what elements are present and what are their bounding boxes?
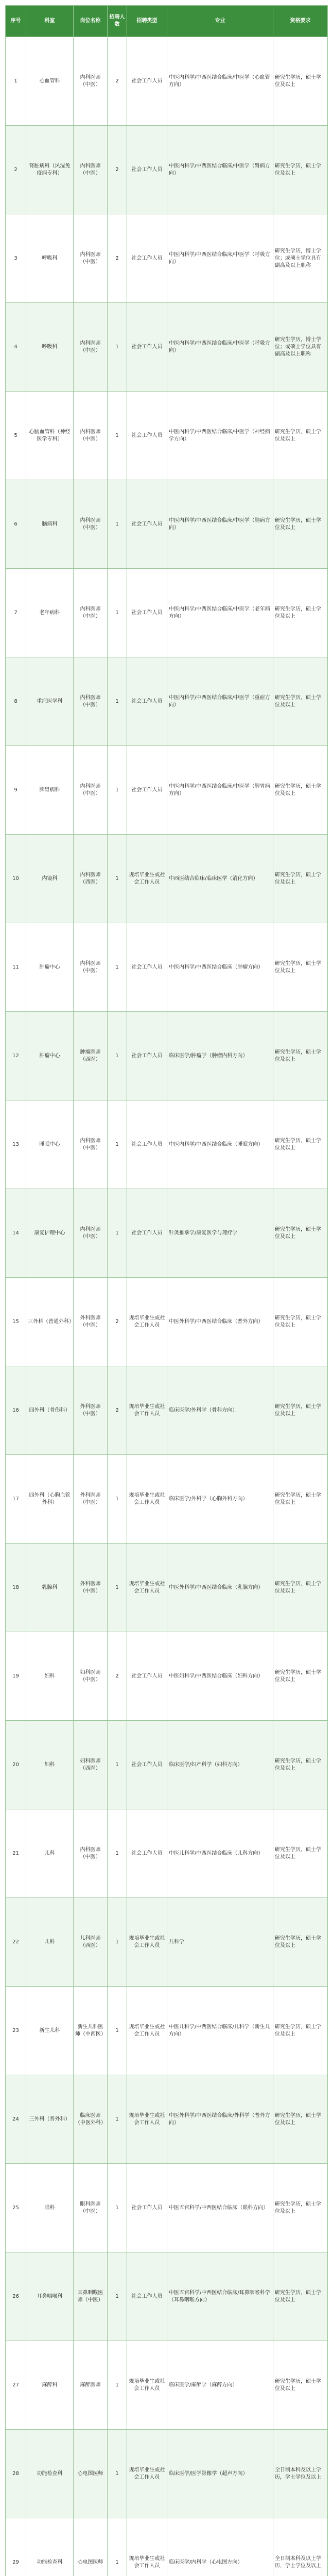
row-number: 2 — [6, 126, 26, 214]
major-cell: 中医内科学/中西医结合临床/中医学（呼吸方向） — [167, 214, 273, 303]
major-cell: 临床医学/外科学（骨科方向） — [167, 1366, 273, 1455]
department-cell: 功能检查科 — [26, 2518, 74, 2576]
department-cell: 脾胃病科 — [26, 746, 74, 835]
post-cell: 外科医师（中医） — [74, 1455, 108, 1544]
row-number: 6 — [6, 480, 26, 569]
department-cell: 内镜科 — [26, 835, 74, 923]
table-row — [6, 2430, 328, 2518]
major-cell: 中医内科学/中西医结合临床/中医学（脑病方向） — [167, 480, 273, 569]
count-cell: 1 — [108, 303, 127, 392]
requirement-cell: 研究生学历，硕士学位及以上 — [273, 2341, 328, 2430]
row-number: 19 — [6, 1632, 26, 1721]
type-cell: 社会工作人员 — [127, 1100, 167, 1189]
type-cell: 社会工作人员 — [127, 303, 167, 392]
major-cell: 中医内科学/中西医结合临床（肿瘤方向） — [167, 923, 273, 1012]
post-cell: 内科医师（中医） — [74, 392, 108, 480]
requirement-cell: 研究生学历，硕士学位及以上 — [273, 1012, 328, 1100]
department-cell: 呼吸科 — [26, 303, 74, 392]
department-cell: 儿科 — [26, 1898, 74, 1987]
major-cell: 临床医学/外科学（心胸外科方向） — [167, 1455, 273, 1544]
type-cell: 规培毕业生或社会工作人员 — [127, 2518, 167, 2576]
row-number: 20 — [6, 1721, 26, 1809]
header-type: 招聘类型 — [127, 6, 167, 37]
row-number: 4 — [6, 303, 26, 392]
type-cell: 规培毕业生或社会工作人员 — [127, 2341, 167, 2430]
type-cell: 社会工作人员 — [127, 1189, 167, 1278]
major-cell: 临床医学/肿瘤学（肿瘤内科方向） — [167, 1012, 273, 1100]
type-cell: 规培毕业生或社会工作人员 — [127, 1987, 167, 2075]
requirement-cell: 研究生学历，硕士学位及以上 — [273, 1987, 328, 2075]
post-cell: 内科医师（中医） — [74, 1809, 108, 1898]
requirement-cell: 研究生学历，硕士学位及以上 — [273, 1898, 328, 1987]
department-cell: 重症医学科 — [26, 657, 74, 746]
row-number: 26 — [6, 2252, 26, 2341]
row-number: 25 — [6, 2164, 26, 2252]
table-row — [6, 657, 328, 746]
requirement-cell: 研究生学历，硕士学位及以上 — [273, 1278, 328, 1366]
table-row — [6, 923, 328, 1012]
post-cell: 儿科医师（西医） — [74, 1898, 108, 1987]
row-number: 14 — [6, 1189, 26, 1278]
requirement-cell: 研究生学历，硕士学位及以上 — [273, 923, 328, 1012]
row-number: 21 — [6, 1809, 26, 1898]
type-cell: 社会工作人员 — [127, 923, 167, 1012]
post-cell: 外科医师（中医） — [74, 1544, 108, 1632]
department-cell: 妇科 — [26, 1721, 74, 1809]
requirement-cell: 研究生学历，硕士学位及以上 — [273, 2075, 328, 2164]
table-row — [6, 1632, 328, 1721]
post-cell: 外科医师（中医） — [74, 1278, 108, 1366]
post-cell: 麻醉医师 — [74, 2341, 108, 2430]
post-cell: 内科医师（中医） — [74, 657, 108, 746]
table-row — [6, 2252, 328, 2341]
header-number: 序号 — [6, 6, 26, 37]
department-cell: 耳鼻咽喉科 — [26, 2252, 74, 2341]
post-cell: 内科医师（中医） — [74, 480, 108, 569]
requirement-cell: 研究生学历，硕士学位及以上 — [273, 569, 328, 657]
requirement-cell: 研究生学历，硕士学位及以上 — [273, 1189, 328, 1278]
department-cell: 麻醉科 — [26, 2341, 74, 2430]
type-cell: 规培毕业生或社会工作人员 — [127, 2075, 167, 2164]
table-row — [6, 2164, 328, 2252]
major-cell: 临床医学/麻醉学（麻醉方向） — [167, 2341, 273, 2430]
department-cell: 肿瘤中心 — [26, 1012, 74, 1100]
major-cell: 临床医学/妇产科学（妇科方向） — [167, 1721, 273, 1809]
major-cell: 中医内科学/中西医结合临床/中医学（神经病学方向） — [167, 392, 273, 480]
post-cell: 内科医师（中医） — [74, 569, 108, 657]
requirement-cell: 研究生学历，硕士学位及以上 — [273, 1632, 328, 1721]
table-row — [6, 37, 328, 126]
count-cell: 1 — [108, 1809, 127, 1898]
table-row — [6, 1455, 328, 1544]
major-cell: 中医外科学/中西医结合临床（普外方向） — [167, 1278, 273, 1366]
count-cell: 1 — [108, 923, 127, 1012]
type-cell: 规培毕业生或社会工作人员 — [127, 1544, 167, 1632]
post-cell: 肿瘤医师（西医） — [74, 1012, 108, 1100]
row-number: 8 — [6, 657, 26, 746]
row-number: 12 — [6, 1012, 26, 1100]
table-row — [6, 2341, 328, 2430]
count-cell: 1 — [108, 1455, 127, 1544]
table-row — [6, 1189, 328, 1278]
table-row — [6, 1366, 328, 1455]
requirement-cell: 研究生学历，硕士学位及以上 — [273, 1100, 328, 1189]
table-body — [6, 37, 328, 2576]
count-cell: 1 — [108, 1987, 127, 2075]
count-cell: 2 — [108, 1278, 127, 1366]
post-cell: 妇科医师（西医） — [74, 1721, 108, 1809]
department-cell: 脑病科 — [26, 480, 74, 569]
post-cell: 妇科医师（中医） — [74, 1632, 108, 1721]
requirement-cell: 研究生学历，硕士学位及以上 — [273, 392, 328, 480]
department-cell: 儿科 — [26, 1809, 74, 1898]
department-cell: 眼科 — [26, 2164, 74, 2252]
department-cell: 四外科（心胸血管外科） — [26, 1455, 74, 1544]
requirement-cell: 研究生学历，硕士学位及以上 — [273, 835, 328, 923]
table-row — [6, 1809, 328, 1898]
type-cell: 规培毕业生或社会工作人员 — [127, 2430, 167, 2518]
department-cell: 老年病科 — [26, 569, 74, 657]
department-cell: 新生儿科 — [26, 1987, 74, 2075]
post-cell: 临床医师（中医外科） — [74, 2075, 108, 2164]
department-cell: 呼吸科 — [26, 214, 74, 303]
table-header — [6, 6, 328, 37]
type-cell: 社会工作人员 — [127, 37, 167, 126]
major-cell: 中医内科学/中西医结合临床/中医学（心血管方向） — [167, 37, 273, 126]
row-number: 22 — [6, 1898, 26, 1987]
table-row — [6, 480, 328, 569]
row-number: 1 — [6, 37, 26, 126]
count-cell: 2 — [108, 37, 127, 126]
table-row — [6, 2518, 328, 2576]
post-cell: 内科医师（中医） — [74, 37, 108, 126]
table-row — [6, 126, 328, 214]
major-cell: 中西医结合临床/临床医学（消化方向） — [167, 835, 273, 923]
post-cell: 心电图医师 — [74, 2430, 108, 2518]
type-cell: 社会工作人员 — [127, 657, 167, 746]
type-cell: 规培毕业生或社会工作人员 — [127, 835, 167, 923]
type-cell: 社会工作人员 — [127, 569, 167, 657]
row-number: 3 — [6, 214, 26, 303]
table-row — [6, 392, 328, 480]
major-cell: 中医内科学/中西医结合临床/中医学（呼吸方向） — [167, 303, 273, 392]
major-cell: 中医内科学/中西医结合临床/中医学（脾胃病方向） — [167, 746, 273, 835]
table-row — [6, 214, 328, 303]
count-cell: 1 — [108, 2075, 127, 2164]
count-cell: 2 — [108, 1366, 127, 1455]
major-cell: 针灸推拿学/康复医学与理疗学 — [167, 1189, 273, 1278]
header-requirement: 资格要求 — [273, 6, 328, 37]
row-number: 18 — [6, 1544, 26, 1632]
requirement-cell: 研究生学历，硕士学位及以上 — [273, 1366, 328, 1455]
row-number: 17 — [6, 1455, 26, 1544]
table-row — [6, 1012, 328, 1100]
major-cell: 中医内科学/中西医结合临床/中医学（老年病方向） — [167, 569, 273, 657]
row-number: 9 — [6, 746, 26, 835]
type-cell: 社会工作人员 — [127, 1012, 167, 1100]
type-cell: 社会工作人员 — [127, 480, 167, 569]
header-post: 岗位名称 — [74, 6, 108, 37]
requirement-cell: 研究生学历，硕士学位及以上 — [273, 480, 328, 569]
requirement-cell: 全日制本科及以上学历，学士学位及以上 — [273, 2518, 328, 2576]
type-cell: 社会工作人员 — [127, 1632, 167, 1721]
requirement-cell: 研究生学历，硕士学位及以上 — [273, 746, 328, 835]
table-row — [6, 2075, 328, 2164]
department-cell: 妇科 — [26, 1632, 74, 1721]
post-cell: 内科医师（中医） — [74, 1100, 108, 1189]
row-number: 23 — [6, 1987, 26, 2075]
row-number: 28 — [6, 2430, 26, 2518]
post-cell: 眼科医师（中医） — [74, 2164, 108, 2252]
row-number: 29 — [6, 2518, 26, 2576]
major-cell: 中医妇科学/中西医结合临床（妇科方向） — [167, 1632, 273, 1721]
requirement-cell: 研究生学历，硕士学位及以上 — [273, 37, 328, 126]
table-row — [6, 1544, 328, 1632]
count-cell: 1 — [108, 2341, 127, 2430]
type-cell: 社会工作人员 — [127, 2164, 167, 2252]
department-cell: 心血管科 — [26, 37, 74, 126]
count-cell: 1 — [108, 657, 127, 746]
requirement-cell: 研究生学历，硕士学位及以上 — [273, 2252, 328, 2341]
department-cell: 肾脏病科（风湿免疫病专科） — [26, 126, 74, 214]
requirement-cell: 研究生学历，博士学位；或硕士学位具有副高及以上职称 — [273, 303, 328, 392]
type-cell: 社会工作人员 — [127, 1721, 167, 1809]
type-cell: 社会工作人员 — [127, 126, 167, 214]
post-cell: 内科医师（中医） — [74, 1189, 108, 1278]
post-cell: 心电图医师 — [74, 2518, 108, 2576]
post-cell: 内科医师（中医） — [74, 126, 108, 214]
department-cell: 三外科（普通外科） — [26, 1278, 74, 1366]
major-cell: 中医五官科学/中西医结合临床（眼科方向） — [167, 2164, 273, 2252]
post-cell: 耳鼻咽喉医师（中医） — [74, 2252, 108, 2341]
count-cell: 1 — [108, 2164, 127, 2252]
count-cell: 2 — [108, 1632, 127, 1721]
count-cell: 1 — [108, 392, 127, 480]
major-cell: 中医外科学/中西医结合临床（乳腺方向） — [167, 1544, 273, 1632]
department-cell: 睡眠中心 — [26, 1100, 74, 1189]
type-cell: 规培毕业生或社会工作人员 — [127, 1366, 167, 1455]
row-number: 11 — [6, 923, 26, 1012]
major-cell: 临床医学/医学影像学（超声方向） — [167, 2430, 273, 2518]
department-cell: 康复护理中心 — [26, 1189, 74, 1278]
post-cell: 新生儿科医师（中西医） — [74, 1987, 108, 2075]
post-cell: 内科医师（中医） — [74, 303, 108, 392]
count-cell: 1 — [108, 1012, 127, 1100]
table-row — [6, 1278, 328, 1366]
type-cell: 规培毕业生或社会工作人员 — [127, 1455, 167, 1544]
requirement-cell: 研究生学历，硕士学位及以上 — [273, 657, 328, 746]
table-row — [6, 569, 328, 657]
department-cell: 三外科（普外科） — [26, 2075, 74, 2164]
requirement-cell: 全日制本科及以上学历，学士学位及以上 — [273, 2430, 328, 2518]
count-cell: 2 — [108, 126, 127, 214]
count-cell: 1 — [108, 746, 127, 835]
type-cell: 社会工作人员 — [127, 2252, 167, 2341]
department-cell: 肿瘤中心 — [26, 923, 74, 1012]
type-cell: 社会工作人员 — [127, 392, 167, 480]
row-number: 15 — [6, 1278, 26, 1366]
table-row — [6, 1898, 328, 1987]
type-cell: 社会工作人员 — [127, 746, 167, 835]
department-cell: 功能检查科 — [26, 2430, 74, 2518]
count-cell: 1 — [108, 1721, 127, 1809]
requirement-cell: 研究生学历，硕士学位及以上 — [273, 1455, 328, 1544]
count-cell: 1 — [108, 1898, 127, 1987]
post-cell: 内科医师（中医） — [74, 923, 108, 1012]
major-cell: 中医五官科学/中西医结合临床/耳鼻咽喉科学（耳鼻咽喉方向） — [167, 2252, 273, 2341]
requirement-cell: 研究生学历，硕士学位及以上 — [273, 1809, 328, 1898]
major-cell: 儿科学 — [167, 1898, 273, 1987]
row-number: 10 — [6, 835, 26, 923]
row-number: 27 — [6, 2341, 26, 2430]
row-number: 7 — [6, 569, 26, 657]
major-cell: 中医内科学/中西医结合临床/中医学（肾病方向） — [167, 126, 273, 214]
count-cell: 1 — [108, 2252, 127, 2341]
requirement-cell: 研究生学历，硕士学位及以上 — [273, 1544, 328, 1632]
row-number: 5 — [6, 392, 26, 480]
major-cell: 中医外科学/中西医结合临床/外科学（普外方向） — [167, 2075, 273, 2164]
count-cell: 1 — [108, 1544, 127, 1632]
count-cell: 2 — [108, 214, 127, 303]
table-row — [6, 746, 328, 835]
table-row — [6, 1987, 328, 2075]
post-cell: 内科医师（中医） — [74, 746, 108, 835]
type-cell: 规培毕业生或社会工作人员 — [127, 1898, 167, 1987]
requirement-cell: 研究生学历，硕士学位及以上 — [273, 1721, 328, 1809]
type-cell: 规培毕业生或社会工作人员 — [127, 1278, 167, 1366]
major-cell: 中医内科学/中西医结合临床（睡眠方向） — [167, 1100, 273, 1189]
count-cell: 1 — [108, 2518, 127, 2576]
table-row — [6, 835, 328, 923]
department-cell: 乳腺科 — [26, 1544, 74, 1632]
post-cell: 外科医师（中医） — [74, 1366, 108, 1455]
row-number: 16 — [6, 1366, 26, 1455]
major-cell: 中医儿科学/中西医结合临床（儿科方向） — [167, 1809, 273, 1898]
count-cell: 1 — [108, 1189, 127, 1278]
table-row — [6, 303, 328, 392]
post-cell: 内科医师（西医） — [74, 835, 108, 923]
count-cell: 1 — [108, 480, 127, 569]
row-number: 13 — [6, 1100, 26, 1189]
header-department: 科室 — [26, 6, 74, 37]
header-row — [6, 6, 328, 37]
count-cell: 1 — [108, 835, 127, 923]
header-count: 招聘人数 — [108, 6, 127, 37]
header-major: 专业 — [167, 6, 273, 37]
major-cell: 中医儿科学/中西医结合临床/儿科学（新生儿方向） — [167, 1987, 273, 2075]
count-cell: 1 — [108, 2430, 127, 2518]
table-row — [6, 1100, 328, 1189]
major-cell: 中医内科学/中西医结合临床/中医学（重症方向） — [167, 657, 273, 746]
recruitment-table — [5, 5, 328, 2576]
count-cell: 1 — [108, 569, 127, 657]
requirement-cell: 研究生学历，硕士学位及以上 — [273, 2164, 328, 2252]
department-cell: 四外科（骨伤科） — [26, 1366, 74, 1455]
type-cell: 社会工作人员 — [127, 1809, 167, 1898]
requirement-cell: 研究生学历，硕士学位及以上 — [273, 126, 328, 214]
major-cell: 临床医学/内科学（心电图方向） — [167, 2518, 273, 2576]
department-cell: 心脑血管科（神经医学专科） — [26, 392, 74, 480]
post-cell: 内科医师（中医） — [74, 214, 108, 303]
table-row — [6, 1721, 328, 1809]
row-number: 24 — [6, 2075, 26, 2164]
type-cell: 社会工作人员 — [127, 214, 167, 303]
requirement-cell: 研究生学历，博士学位；或硕士学位具有副高及以上职称 — [273, 214, 328, 303]
count-cell: 1 — [108, 1100, 127, 1189]
